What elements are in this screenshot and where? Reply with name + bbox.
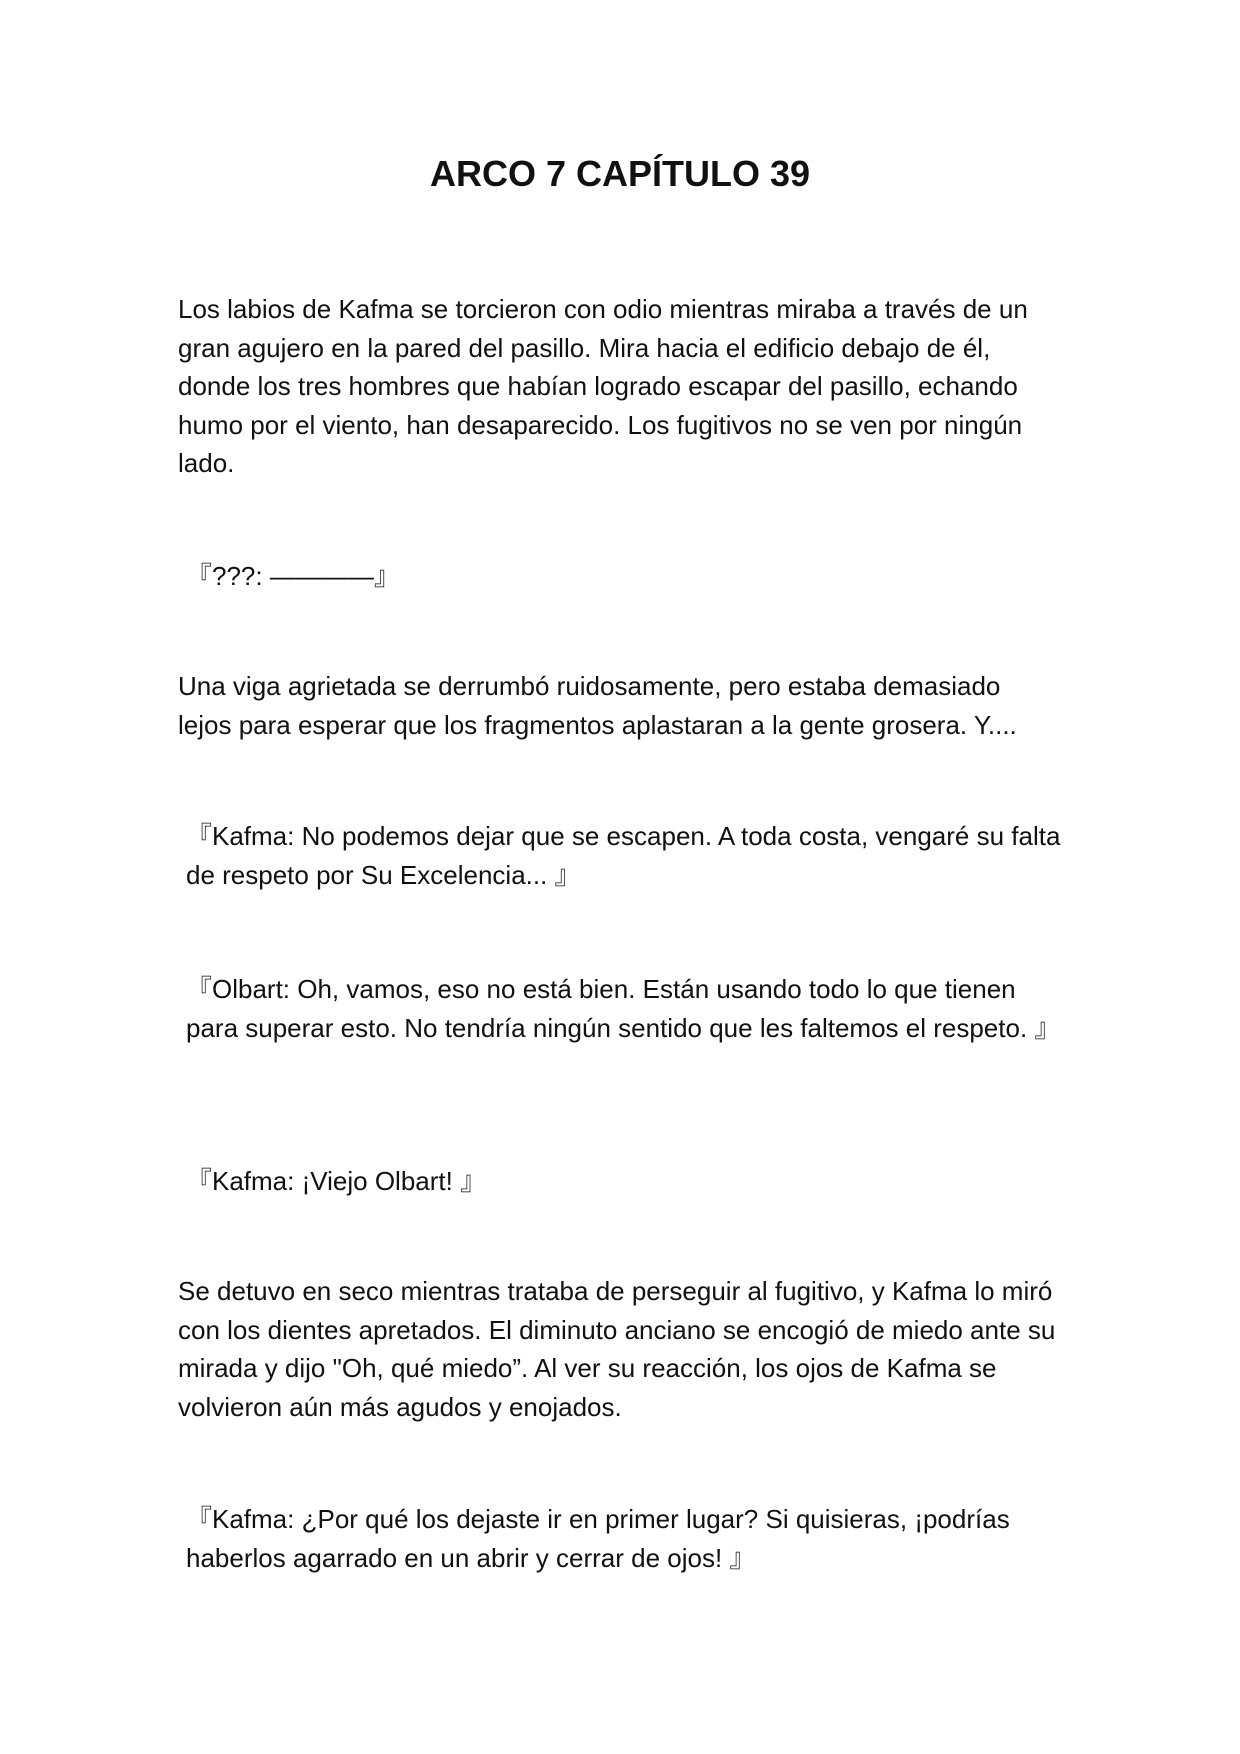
paragraph-dialogue-unknown: 『???: ————』: [186, 561, 400, 591]
paragraph-dialogue-kafma-3: 『Kafma: ¿Por qué los dejaste ir en primer lugar? Si quisieras, ¡podrías haberlos agarrado en un abrir y cerrar de ojos! 』: [186, 1504, 1010, 1573]
paragraph-narration-2: Una viga agrietada se derrumbó ruidosamente, pero estaba demasiado lejos para esperar que los fragmentos aplastaran a la gente grosera. Y....: [178, 671, 1017, 740]
paragraph-dialogue-olbart: 『Olbart: Oh, vamos, eso no está bien. Están usando todo lo que tienen para superar esto. No tendría ningún sentido que les faltemos el respeto. 』: [186, 974, 1061, 1043]
chapter-title: ARCO 7 CAPÍTULO 39: [429, 153, 811, 194]
paragraph-narration-1: Los labios de Kafma se torcieron con odio mientras miraba a través de un gran agujero en la pared del pasillo. Mira hacia el edificio debajo de él, donde los tres hombres que habían logrado escapar del pasillo, echando humo por el viento, han desaparecido. Los fugitivos no se ven por ningún lado.: [178, 294, 1028, 478]
paragraph-dialogue-kafma-2: 『Kafma: ¡Viejo Olbart! 』: [186, 1166, 487, 1196]
paragraph-dialogue-kafma-1: 『Kafma: No podemos dejar que se escapen. A toda costa, vengaré su falta de respeto por Su Excelencia... 』: [186, 821, 1061, 890]
paragraph-narration-3: Se detuvo en seco mientras trataba de perseguir al fugitivo, y Kafma lo miró con los dientes apretados. El diminuto anciano se encogió de miedo ante su mirada y dijo "Oh, qué miedo”. Al ver su reacción, los ojos de Kafma se volvieron aún más agudos y enojados.: [178, 1276, 1056, 1422]
